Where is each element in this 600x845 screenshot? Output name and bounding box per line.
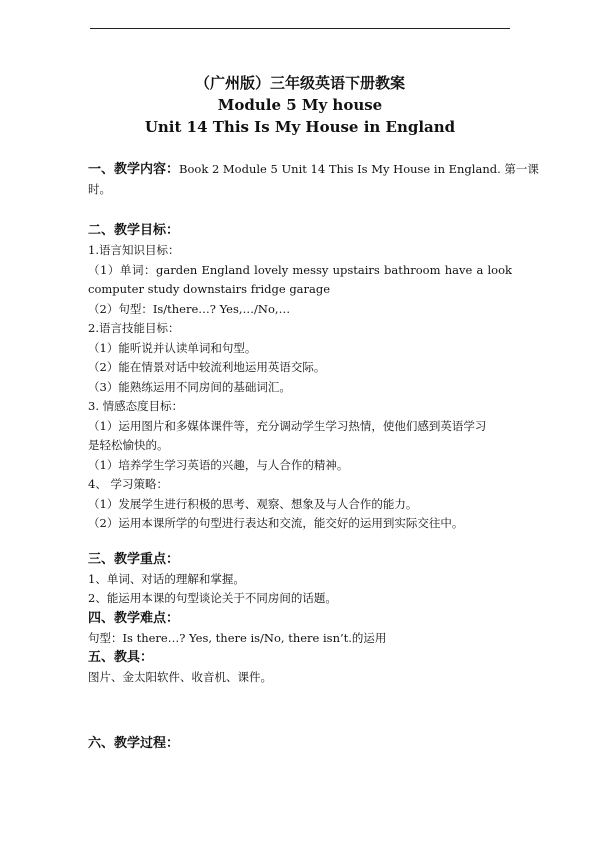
section-heading: 一、教学内容： [88,162,180,177]
objective-line: （3）能熟练运用不同房间的基础词汇。 [88,379,291,394]
document-page [88,72,539,754]
objective-line: （1）能听说并认读单词和句型。 [88,340,257,355]
section-heading: 五、教具： [88,650,154,665]
unit-title: Unit 14 This Is My House in England [144,118,456,136]
vocabulary-line-cont: computer study downstairs fridge garage [88,282,331,296]
difficulty-line: 句型：Is there…? Yes, there is/No, there isn’t.的运用 [88,630,387,645]
objective-line: （1）发展学生进行积极的思考、观察、想象及与人合作的能力。 [88,496,418,511]
objective-line: 3. 情感态度目标： [88,399,184,413]
section-heading: 四、教学难点： [88,610,180,626]
section-heading: 三、教学重点： [88,551,180,567]
section-heading: 二、教学目标： [88,223,180,238]
top-rule [90,28,510,29]
objective-line: （2）运用本课所学的句型进行表达和交流，能交好的运用到实际交往中。 [88,516,464,530]
teaching-aids-line: 图片、金太阳软件、收音机、课件。 [88,670,272,684]
content-text: Book 2 Module 5 Unit 14 This Is My House in England. 第一课 [179,162,539,176]
vocabulary-line: （1）单词：garden England lovely messy upstairs bathroom have a look [88,262,512,277]
objective-line: （1）培养学生学习英语的兴趣，与人合作的精神。 [88,457,349,472]
sentence-pattern-line: （2）句型：Is/there…? Yes,…/No,… [88,301,291,316]
objective-line: （1）运用图片和多媒体课件等，充分调动学生学习热情，使他们感到英语学习 [88,418,487,433]
objective-line: 2.语言技能目标： [88,321,180,335]
objective-line: 4、 学习策略： [88,477,168,491]
objective-line: 1.语言知识目标： [88,243,180,257]
key-point-line: 1、单词、对话的理解和掌握。 [88,571,245,586]
doc-title: （广州版）三年级英语下册教案 [194,74,405,92]
module-title: Module 5 My house [217,96,383,114]
objective-line: 是轻松愉快的。 [88,438,169,452]
key-point-line: 2、能运用本课的句型谈论关于不同房间的话题。 [88,591,337,605]
section-content [88,160,539,180]
section-heading: 六、教学过程： [88,735,180,751]
objective-line: （2）能在情景对话中较流利地运用英语交际。 [88,360,326,374]
content-text-cont: 时。 [88,181,111,196]
